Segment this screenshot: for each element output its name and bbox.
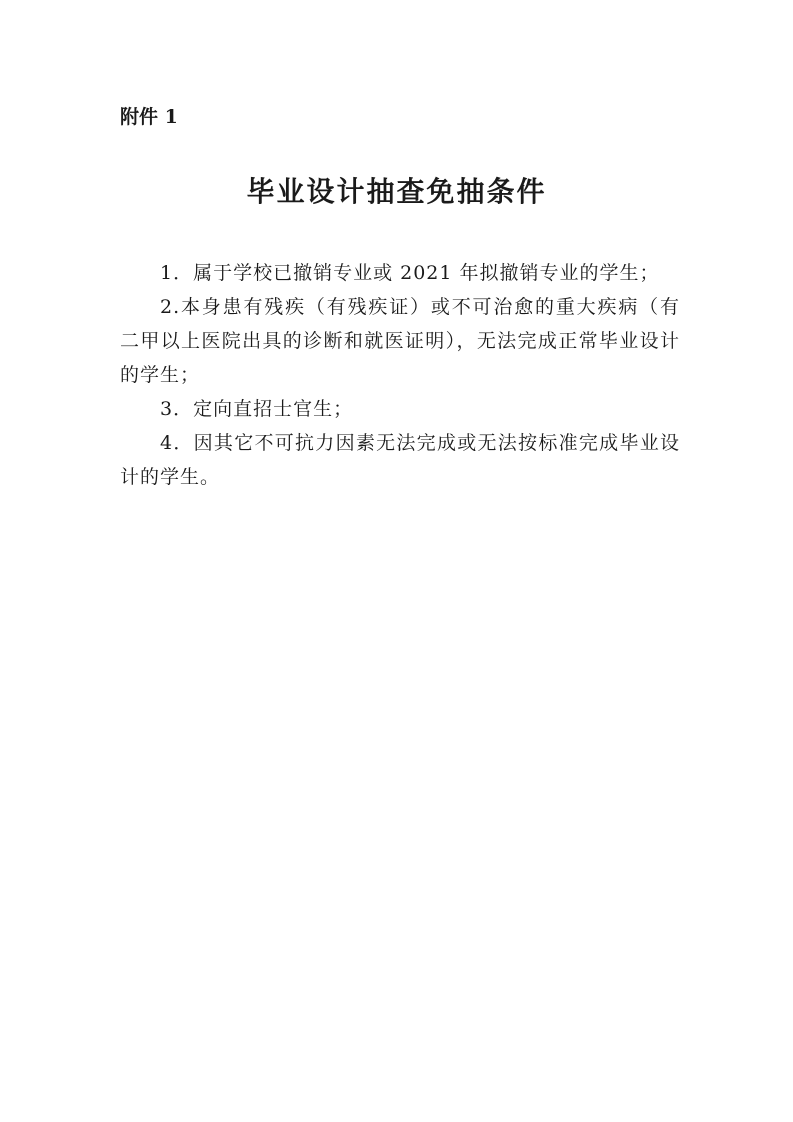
list-item: 1．属于学校已撤销专业或 2021 年拟撤销专业的学生；: [160, 262, 660, 284]
page-title: 毕业设计抽查免抽条件: [246, 175, 547, 208]
attachment-label: 附件 1: [120, 106, 178, 128]
conditions-list: [120, 256, 680, 494]
list-item: 4．因其它不可抗力因素无法完成或无法按标准完成毕业设计的学生。: [120, 432, 680, 488]
list-item: 3．定向直招士官生；: [160, 398, 354, 420]
list-item: 2.本身患有残疾（有残疾证）或不可治愈的重大疾病（有二甲以上医院出具的诊断和就医证明），无法完成正常毕业设计的学生；: [120, 296, 680, 386]
